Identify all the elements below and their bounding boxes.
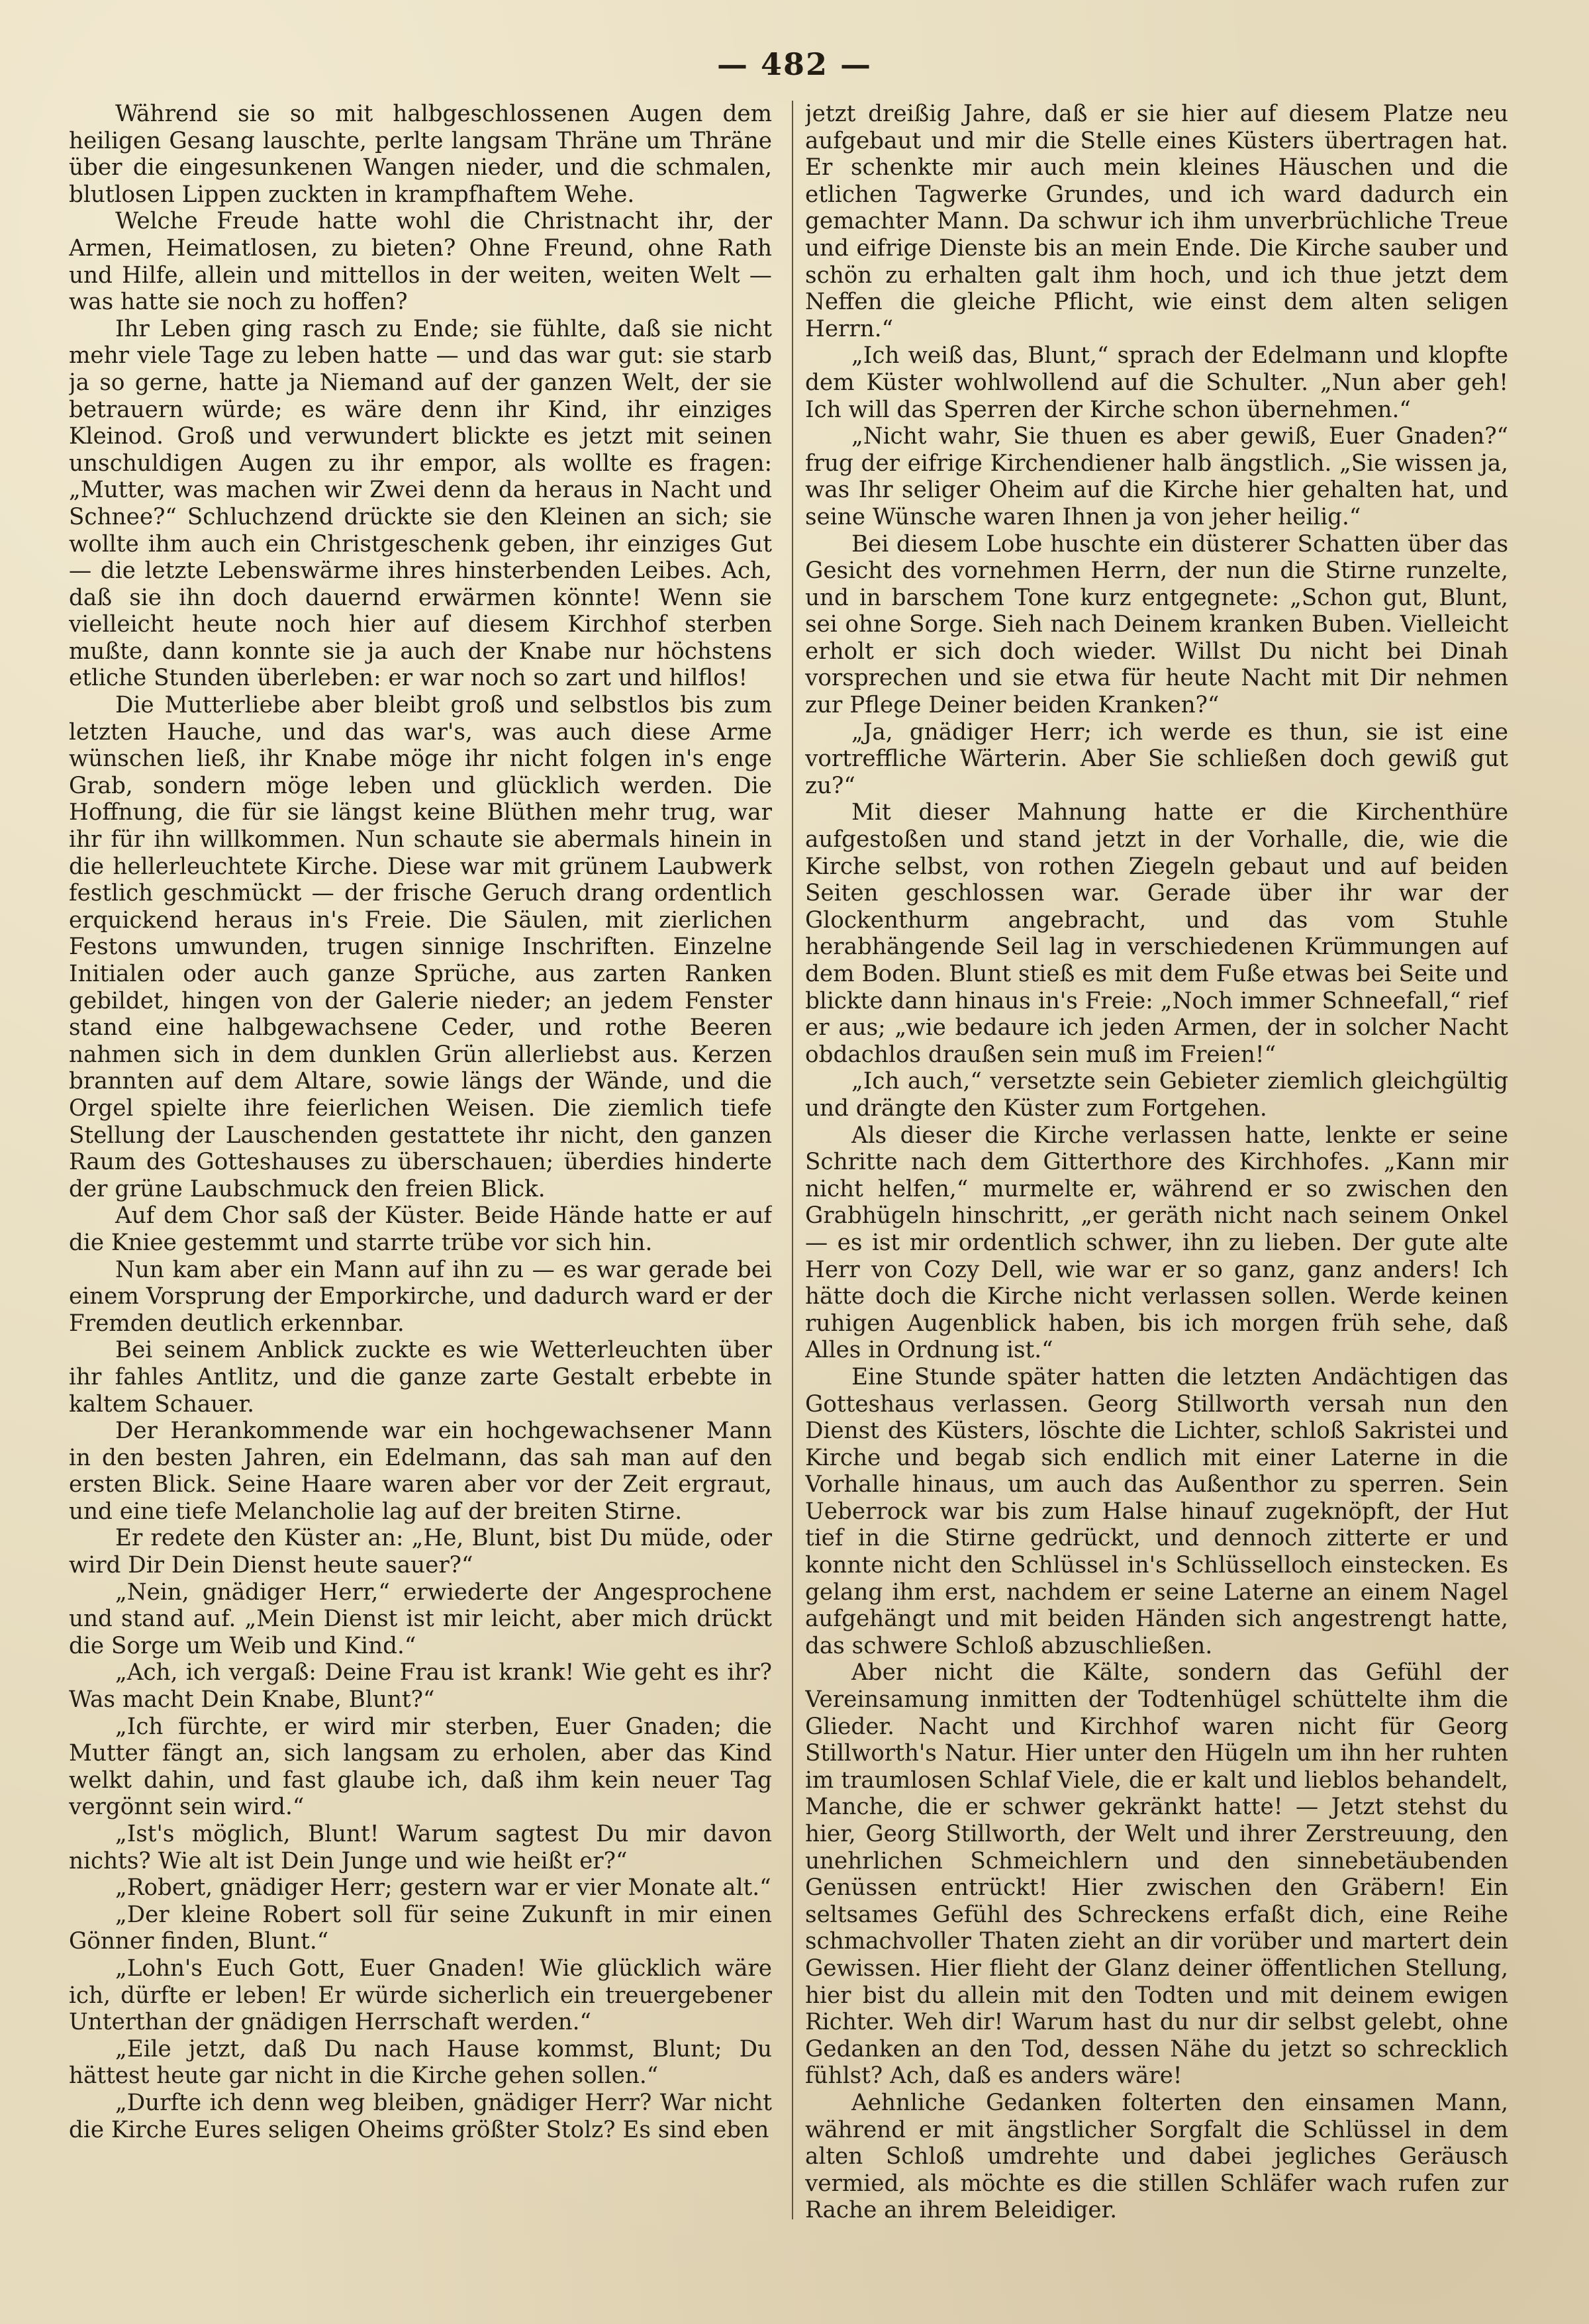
paragraph: Als dieser die Kirche verlassen hatte, lenkte er seine Schritte nach dem Gitterthore des Kirchhofes. „Kann mir nicht helfen,“ murmelte er, während er so zwischen den Grabhügeln hinschritt, „er geräth nicht nach seinem Onkel — es ist mir ordentlich schwer, ihn zu lieben. Der gute alte Herr von Cozy Dell, wie war er so ganz, ganz anders! Ich hätte doch die Kirche nicht verlassen sollen. Werde keinen ruhigen Augenblick haben, bis ich morgen früh sehe, daß Alles in Ordnung ist.“ <box>805 1122 1508 1364</box>
paragraph: „Robert, gnädiger Herr; gestern war er vier Monate alt.“ <box>115 1874 771 1902</box>
paragraph: jetzt dreißig Jahre, daß er sie hier auf diesem Platze neu aufgebaut und mir die Stelle eines Küsters übertragen hat. Er schenkte mir auch mein kleines Häuschen und die etlichen Tagwerke Grundes, und ich ward dadurch ein gemachter Mann. Da schwur ich ihm unverbrüchliche Treue und eifrige Dienste bis an mein Ende. Die Kirche sauber und schön zu erhalten galt ihm hoch, und ich thue jetzt dem Neffen die gleiche Pflicht, wie einst dem alten seligen Herrn.“ <box>805 101 1508 342</box>
paragraph: „Ach, ich vergaß: Deine Frau ist krank! Wie geht es ihr? Was macht Dein Knabe, Blunt?“ <box>69 1659 772 1714</box>
paragraph: „Durfte ich denn weg bleiben, gnädiger Herr? War nicht die Kirche Eures seligen Oheims größter Stolz? Es sind eben <box>69 2089 772 2143</box>
paragraph: Bei seinem Anblick zuckte es wie Wetterleuchten über ihr fahles Antlitz, und die ganze zarte Gestalt erbebte in kaltem Schauer. <box>69 1337 772 1418</box>
paragraph: „Lohn's Euch Gott, Euer Gnaden! Wie glücklich wäre ich, dürfte er leben! Er würde sicherlich ein treuergebener Unterthan der gnädigen Herrschaft werden.“ <box>69 1955 772 2036</box>
paragraph: Bei diesem Lobe huschte ein düsterer Schatten über das Gesicht des vornehmen Herrn, der nun die Stirne runzelte, und in barschem Tone kurz entgegnete: „Schon gut, Blunt, sei ohne Sorge. Sieh nach Deinem kranken Buben. Vielleicht erholt er sich doch wieder. Willst Du nicht bei Dinah vorsprechen und sie etwa für heute Nacht mit Dir nehmen zur Pflege Deiner beiden Kranken?“ <box>805 530 1508 719</box>
paragraph: „Nicht wahr, Sie thuen es aber gewiß, Euer Gnaden?“ frug der eifrige Kirchendiener halb ängstlich. „Sie wissen ja, was Ihr seliger Oheim auf die Kirche hier gehalten hat, und seine Wünsche waren Ihnen ja von jeher heilig.“ <box>805 423 1508 530</box>
paragraph: Auf dem Chor saß der Küster. Beide Hände hatte er auf die Kniee gestemmt und starrte trübe vor sich hin. <box>69 1202 772 1256</box>
page-number: — 482 — <box>716 46 873 82</box>
left-column <box>69 101 772 2286</box>
paragraph: Während sie so mit halbgeschlossenen Augen dem heiligen Gesang lauschte, perlte langsam Thräne um Thräne über die eingesunkenen Wangen nieder, und die schmalen, blutlosen Lippen zuckten in krampfhaftem Wehe. <box>69 101 772 208</box>
paragraph: „Ja, gnädiger Herr; ich werde es thun, sie ist eine vortreffliche Wärterin. Aber Sie schließen doch gewiß gut zu?“ <box>805 718 1508 799</box>
paragraph: Die Mutterliebe aber bleibt groß und selbstlos bis zum letzten Hauche, und das war's, was auch diese Arme wünschen ließ, ihr Knabe möge ihr nicht folgen in's enge Grab, sondern möge leben und glücklich werden. Die Hoffnung, die für sie längst keine Blüthen mehr trug, war ihr für ihn willkommen. Nun schaute sie abermals hinein in die hellerleuchtete Kirche. Diese war mit grünem Laubwerk festlich geschmückt — der frische Geruch drang ordentlich erquickend heraus in's Freie. Die Säulen, mit zierlichen Festons umwunden, trugen sinnige Inschriften. Einzelne Initialen oder auch ganze Sprüche, aus zarten Ranken gebildet, hingen von der Galerie nieder; an jedem Fenster stand eine halbgewachsene Ceder, und rothe Beeren nahmen sich in dem dunklen Grün allerliebst aus. Kerzen brannten auf dem Altare, sowie längs der Wände, und die Orgel spielte ihre feierlichen Weisen. Die ziemlich tiefe Stellung der Lauschenden gestattete ihr nicht, den ganzen Raum des Gotteshauses zu überschauen; überdies hinderte der grüne Laubschmuck den freien Blick. <box>69 692 772 1202</box>
paragraph: Mit dieser Mahnung hatte er die Kirchenthüre aufgestoßen und stand jetzt in der Vorhalle, die, wie die Kirche selbst, von rothen Ziegeln gebaut und auf beiden Seiten geschlossen war. Gerade über ihr war der Glockenthurm angebracht, und das vom Stuhle herabhängende Seil lag in verschiedenen Krümmungen auf dem Boden. Blunt stieß es mit dem Fuße etwas bei Seite und blickte dann hinaus in's Freie: „Noch immer Schneefall,“ rief er aus; „wie bedaure ich jeden Armen, der in solcher Nacht obdachlos draußen sein muß im Freien!“ <box>805 799 1508 1068</box>
column-divider <box>792 101 793 2219</box>
paragraph: Nun kam aber ein Mann auf ihn zu — es war gerade bei einem Vorsprung der Emporkirche, und dadurch ward er der Fremden deutlich erkennbar. <box>69 1256 772 1337</box>
paragraph: „Ich auch,“ versetzte sein Gebieter ziemlich gleichgültig und drängte den Küster zum Fortgehen. <box>805 1068 1508 1122</box>
paragraph: Aber nicht die Kälte, sondern das Gefühl der Vereinsamung inmitten der Todtenhügel schüttelte ihm die Glieder. Nacht und Kirchhof waren nicht für Georg Stillworth's Natur. Hier unter den Hügeln um ihn her ruhten im traumlosen Schlaf Viele, die er kalt und lieblos behandelt, Manche, die er schwer gekränkt hatte! — Jetzt stehst du hier, Georg Stillworth, der Welt und ihrer Zerstreuung, den unehrlichen Schmeichlern und den sinnebetäubenden Genüssen entrückt! Hier zwischen den Gräbern! Ein seltsames Gefühl des Schreckens erfaßt dich, eine Reihe schmachvoller Thaten zieht an dir vorüber und martert dein Gewissen. Hier flieht der Glanz deiner öffentlichen Stellung, hier bist du allein mit den Todten und mit deinem ewigen Richter. Weh dir! Warum hast du nur dir selbst gelebt, ohne Gedanken an den Tod, dessen Nähe du jetzt so schrecklich fühlst? Ach, daß es anders wäre! <box>805 1659 1508 2090</box>
paragraph: Eine Stunde später hatten die letzten Andächtigen das Gotteshaus verlassen. Georg Stillworth versah nun den Dienst des Küsters, löschte die Lichter, schloß Sakristei und Kirche und begab sich endlich mit einer Laterne in die Vorhalle hinaus, um auch das Außenthor zu sperren. Sein Ueberrock war bis zum Halse hinauf zugeknöpft, der Hut tief in die Stirne gedrückt, und dennoch zitterte er und konnte nicht den Schlüssel in's Schlüsselloch einstecken. Es gelang ihm erst, nachdem er seine Laterne an einem Nagel aufgehängt und mit beiden Händen sich angestrengt hatte, das schwere Schloß abzuschließen. <box>805 1363 1508 1659</box>
paragraph: „Ist's möglich, Blunt! Warum sagtest Du mir davon nichts? Wie alt ist Dein Junge und wie heißt er?“ <box>69 1821 772 1874</box>
paragraph: „Nein, gnädiger Herr,“ erwiederte der Angesprochene und stand auf. „Mein Dienst ist mir leicht, aber mich drückt die Sorge um Weib und Kind.“ <box>69 1578 772 1659</box>
paragraph: Welche Freude hatte wohl die Christnacht ihr, der Armen, Heimatlosen, zu bieten? Ohne Freund, ohne Rath und Hilfe, allein und mittellos in der weiten, weiten Welt — was hatte sie noch zu hoffen? <box>69 208 772 316</box>
paragraph: „Der kleine Robert soll für seine Zukunft in mir einen Gönner finden, Blunt.“ <box>69 1901 772 1955</box>
paragraph: „Ich weiß das, Blunt,“ sprach der Edelmann und klopfte dem Küster wohlwollend auf die Schulter. „Nun aber geh! Ich will das Sperren der Kirche schon übernehmen.“ <box>805 342 1508 423</box>
right-column <box>805 101 1508 2286</box>
paragraph: „Eile jetzt, daß Du nach Hause kommst, Blunt; Du hättest heute gar nicht in die Kirche gehen sollen.“ <box>69 2035 772 2090</box>
paragraph: Der Herankommende war ein hochgewachsener Mann in den besten Jahren, ein Edelmann, das sah man auf den ersten Blick. Seine Haare waren aber vor der Zeit ergraut, und eine tiefe Melancholie lag auf der breiten Stirne. <box>69 1418 772 1525</box>
paragraph: „Ich fürchte, er wird mir sterben, Euer Gnaden; die Mutter fängt an, sich langsam zu erholen, aber das Kind welkt dahin, und fast glaube ich, daß ihm kein neuer Tag vergönnt sein wird.“ <box>69 1713 772 1821</box>
paragraph: Er redete den Küster an: „He, Blunt, bist Du müde, oder wird Dir Dein Dienst heute sauer?“ <box>69 1525 772 1579</box>
paragraph: Aehnliche Gedanken folterten den einsamen Mann, während er mit ängstlicher Sorgfalt die Schlüssel in dem alten Schloß umdrehte und dabei jegliches Geräusch vermied, als möchte es die stillen Schläfer wach rufen zur Rache an ihrem Beleidiger. <box>805 2089 1508 2224</box>
paragraph: Ihr Leben ging rasch zu Ende; sie fühlte, daß sie nicht mehr viele Tage zu leben hatte — und das war gut: sie starb ja so gerne, hatte ja Niemand auf der ganzen Welt, der sie betrauern würde; es wäre denn ihr Kind, ihr einziges Kleinod. Groß und verwundert blickte es jetzt mit seinen unschuldigen Augen zu ihr empor, als wollte es fragen: „Mutter, was machen wir Zwei denn da heraus in Nacht und Schnee?“ Schluchzend drückte sie den Kleinen an sich; sie wollte ihm auch ein Christgeschenk geben, ihr einziges Gut — die letzte Lebenswärme ihres hinsterbenden Leibes. Ach, daß sie ihn doch dauernd erwärmen könnte! Wenn sie vielleicht heute noch hier auf diesem Kirchhof sterben mußte, dann konnte sie ja auch der Knabe nur höchstens etliche Stunden überleben: er war noch so zart und hilflos! <box>69 315 772 692</box>
